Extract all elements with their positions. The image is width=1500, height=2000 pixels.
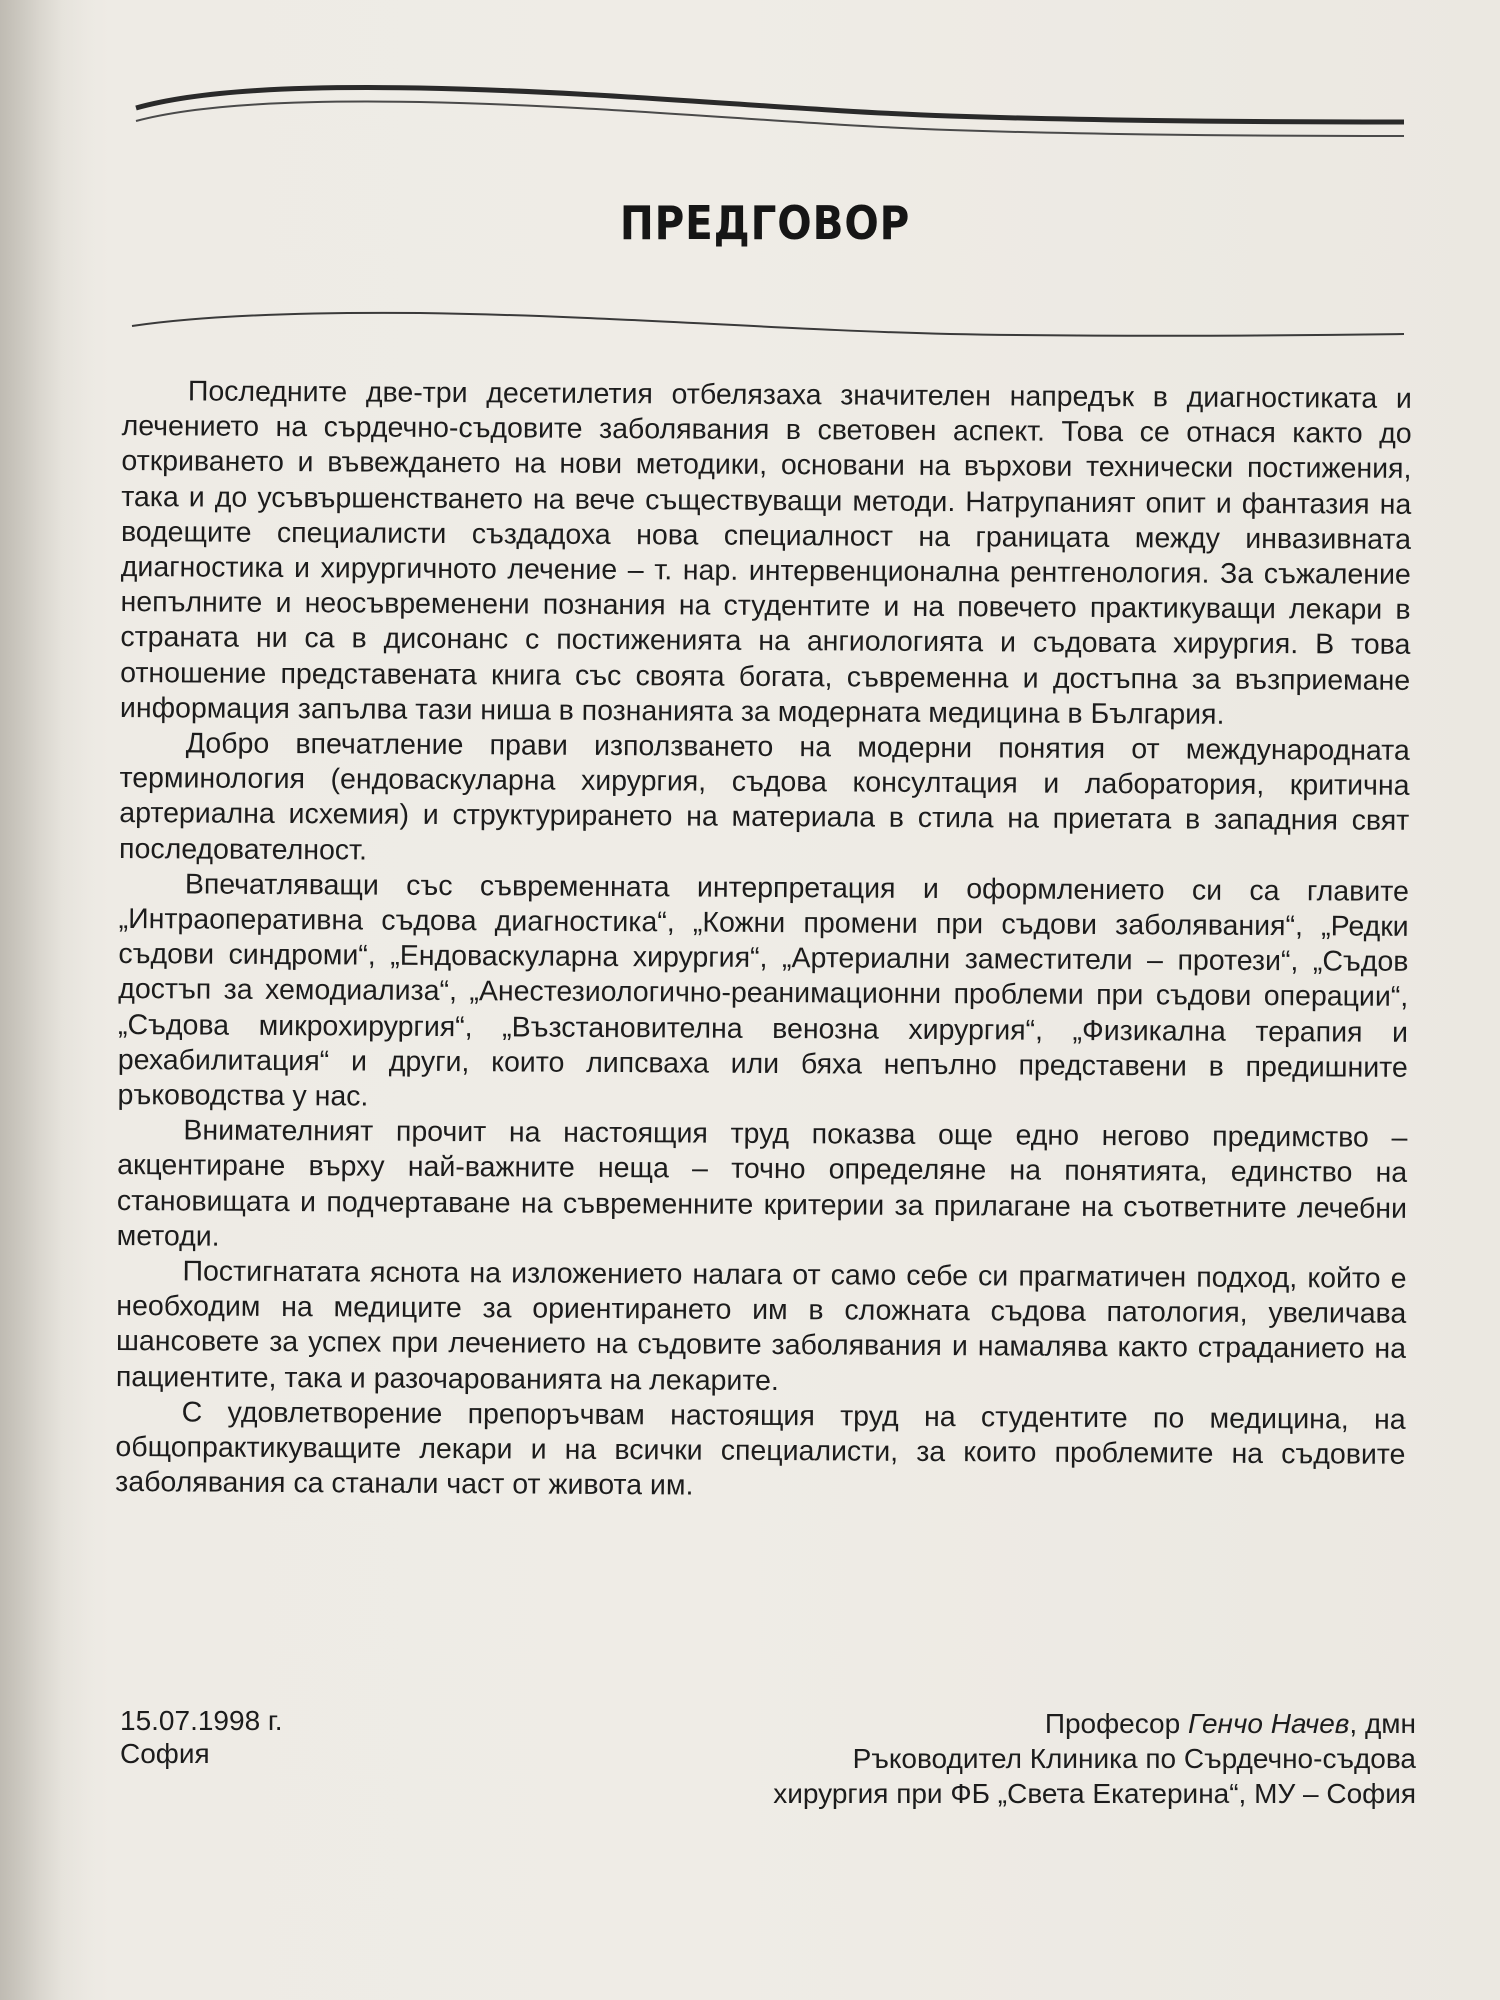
paragraph: Впечатляващи със съвременната интерпретация и оформлението си са главите „Интраоперативна съдова диагностика“, „Кожни промени при съдови заболявания“, „Редки съдови синдроми“, „Ендоваскуларна хирургия“, „Артериални заместители – протези“, „Съдов достъп за хемодиализа“, „Анестезиологично-реанимационни проблеми при съдови операции“, „Съдова микрохирургия“, „Възстановителна венозна хирургия“, „Физикална терапия и рехабилитация“ и други, които липсваха или бяха непълно представени в предишните ръководства у нас. — [117, 868, 1409, 1113]
bottom-rule — [132, 313, 1404, 336]
preface-body — [115, 374, 1412, 1508]
top-rule-thick — [136, 88, 1404, 122]
signature-line-2: Ръководител Клиника по Сърдечно-съдова — [852, 1743, 1416, 1774]
signature-title: Професор — [1044, 1708, 1181, 1739]
paragraph: Добро впечатление прави използването на модерни понятия от международната терминология (ендоваскуларна хирургия, съдова консултация и лаборатория, критична артериална исхемия) и структурирането на материала в стила на приетата в западния свят последователност. — [119, 727, 1410, 867]
signature-line-1 — [773, 1706, 1416, 1741]
place: София — [120, 1738, 210, 1769]
paragraph: Внимателният прочит на настоящия труд показва още едно негово предимство – акцентиране върху най-важните неща – точно определяне на понятията, единство на становищата и подчертаване на съвременните критерии за прилагане на съответните лечебни методи. — [116, 1114, 1408, 1253]
signature-degree: , дмн — [1349, 1708, 1416, 1739]
signature-line-3: хирургия при ФБ „Света Екатерина“, МУ – София — [773, 1778, 1416, 1809]
paragraph: Последните две-три десетилетия отбелязаха значителен напредък в диагностиката и лечението на сърдечно-съдовите заболявания в световен аспект. Това се отнася както до откриването и въвеждането на нови методики, основани на върхови технически постижения, така и до усъвършенстването на вече съществуващи методи. Натрупаният опит и фантазия на водещите специалисти създадоха нова специалност на границата между инвазивната диагностика и хирургичното лечение – т. нар. интервенционална рентгенология. За съжаление непълните и неосъвременени познания на студентите и на повечето практикуващи лекари в страната ни са в дисонанс с постиженията на ангиологията и съдовата хирургия. В това отношение представената книга със своята богата, съвременна и достъпна за възприемане информация запълва тази ниша в познанията за модерната медицина в България. — [119, 375, 1412, 731]
paragraph: Постигнатата яснота на изложението налага от само себе си прагматичен подход, който е необходим на медиците за ориентирането им в сложната съдова патология, увеличава шансовете за успех при лечението на съдовите заболявания и намалява както страданието на пациентите, така и разочарованията на лекарите. — [115, 1255, 1407, 1397]
page-title: ПРЕДГОВОР — [619, 196, 911, 250]
date-place — [120, 1704, 283, 1770]
signature-name: Генчо Начев — [1187, 1708, 1350, 1739]
signature-block — [773, 1706, 1416, 1811]
paragraph: С удовлетворение препоръчвам настоящия труд на студентите по медицина, на общопрактикуващите лекари и на всички специалисти, за които проблемите на съдовите заболявания са станали част от живота им. — [115, 1396, 1406, 1502]
date: 15.07.1998 г. — [120, 1705, 283, 1736]
